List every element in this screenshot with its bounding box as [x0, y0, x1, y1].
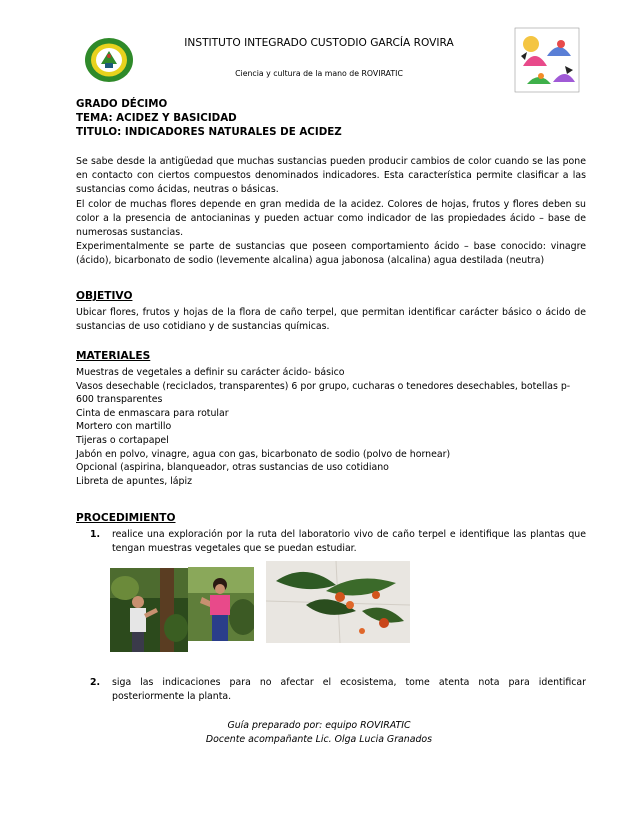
list-item: Libreta de apuntes, lápiz: [76, 475, 192, 487]
list-item: Tijeras o cortapapel: [76, 434, 169, 446]
list-item: Muestras de vegetales a definir su carácter ácido- básico: [76, 367, 345, 378]
intro-text: [76, 155, 586, 269]
institution-subtitle: Ciencia y cultura de la mano de ROVIRATIC: [235, 69, 403, 78]
objetivo-heading: OBJETIVO: [76, 290, 133, 302]
list-item: Vasos desechable (reciclados, transparentes) 6 por grupo, cucharas o tenedores desechables, botellas p-600 transparentes: [76, 380, 571, 406]
procedure-step-2: [90, 676, 586, 704]
intro-paragraph-2: El color de muchas flores depende en gran medida de la acidez. Colores de hojas, frutos y flores deben su color a la presencia de antocianinas y pueden actuar como indicador de las propiedades ácido – base de numerosas sustancias.: [76, 198, 586, 239]
title-label: TITULO: INDICADORES NATURALES DE ACIDEZ: [76, 126, 342, 138]
list-item: Cinta de enmascara para rotular: [76, 407, 229, 419]
step-text: realice una exploración por la ruta del laboratorio vivo de caño terpel e identifique las plantas que tengan muestras vegetales que se puedan estudiar.: [112, 529, 586, 555]
footer-author: Guía preparado por: equipo ROVIRATIC: [227, 720, 411, 731]
list-item: Jabón en polvo, vinagre, agua con gas, bicarbonato de sodio (polvo de hornear): [76, 448, 451, 460]
document-meta: [76, 97, 586, 139]
list-item: Mortero con martillo: [76, 421, 172, 433]
topic-label: TEMA: ACIDEZ Y BASICIDAD: [76, 112, 237, 124]
institution-title: INSTITUTO INTEGRADO CUSTODIO GARCÍA ROVIRA: [184, 37, 454, 49]
materiales-list: [76, 366, 586, 488]
page-footer: [0, 719, 638, 747]
intro-paragraph-1: Se sabe desde la antigüedad que muchas sustancias pueden producir cambios de color cuando se las pone en contacto con ciertos compuestos denominados indicadores. Esta característica permite clasificar a las sustancias como ácidas, neutras o básicas.: [76, 156, 586, 196]
procedimiento-heading: PROCEDIMIENTO: [76, 512, 176, 524]
step-number: 2.: [90, 677, 101, 688]
grade-label: GRADO DÉCIMO: [76, 98, 168, 110]
objetivo-text: Ubicar flores, frutos y hojas de la flora de caño terpel, que permitan identificar carácter básico o ácido de sustancias de uso cotidiano y de sustancias químicas.: [76, 307, 586, 333]
step-text: siga las indicaciones para no afectar el ecosistema, tome atenta nota para identificar posteriormente la planta.: [112, 677, 586, 703]
footer-teacher: Docente acompañante Lic. Olga Lucia Granados: [205, 734, 433, 745]
photo-leaves-flowers: [266, 561, 410, 643]
materiales-heading: MATERIALES: [76, 350, 151, 362]
step-number: 1.: [90, 529, 101, 540]
intro-paragraph-3: Experimentalmente se parte de sustancias que poseen comportamiento ácido – base conocido: vinagre (ácido), bicarbonato de sodio (levemente alcalina) agua jabonosa (alcalina) agua destilada (neutra): [76, 241, 586, 267]
procedure-step-1: [90, 528, 586, 556]
photo-student-plants: [188, 567, 254, 641]
list-item: Opcional (aspirina, blanqueador, otras sustancias de uso cotidiano: [76, 462, 389, 474]
photo-student-forest: [110, 568, 188, 652]
